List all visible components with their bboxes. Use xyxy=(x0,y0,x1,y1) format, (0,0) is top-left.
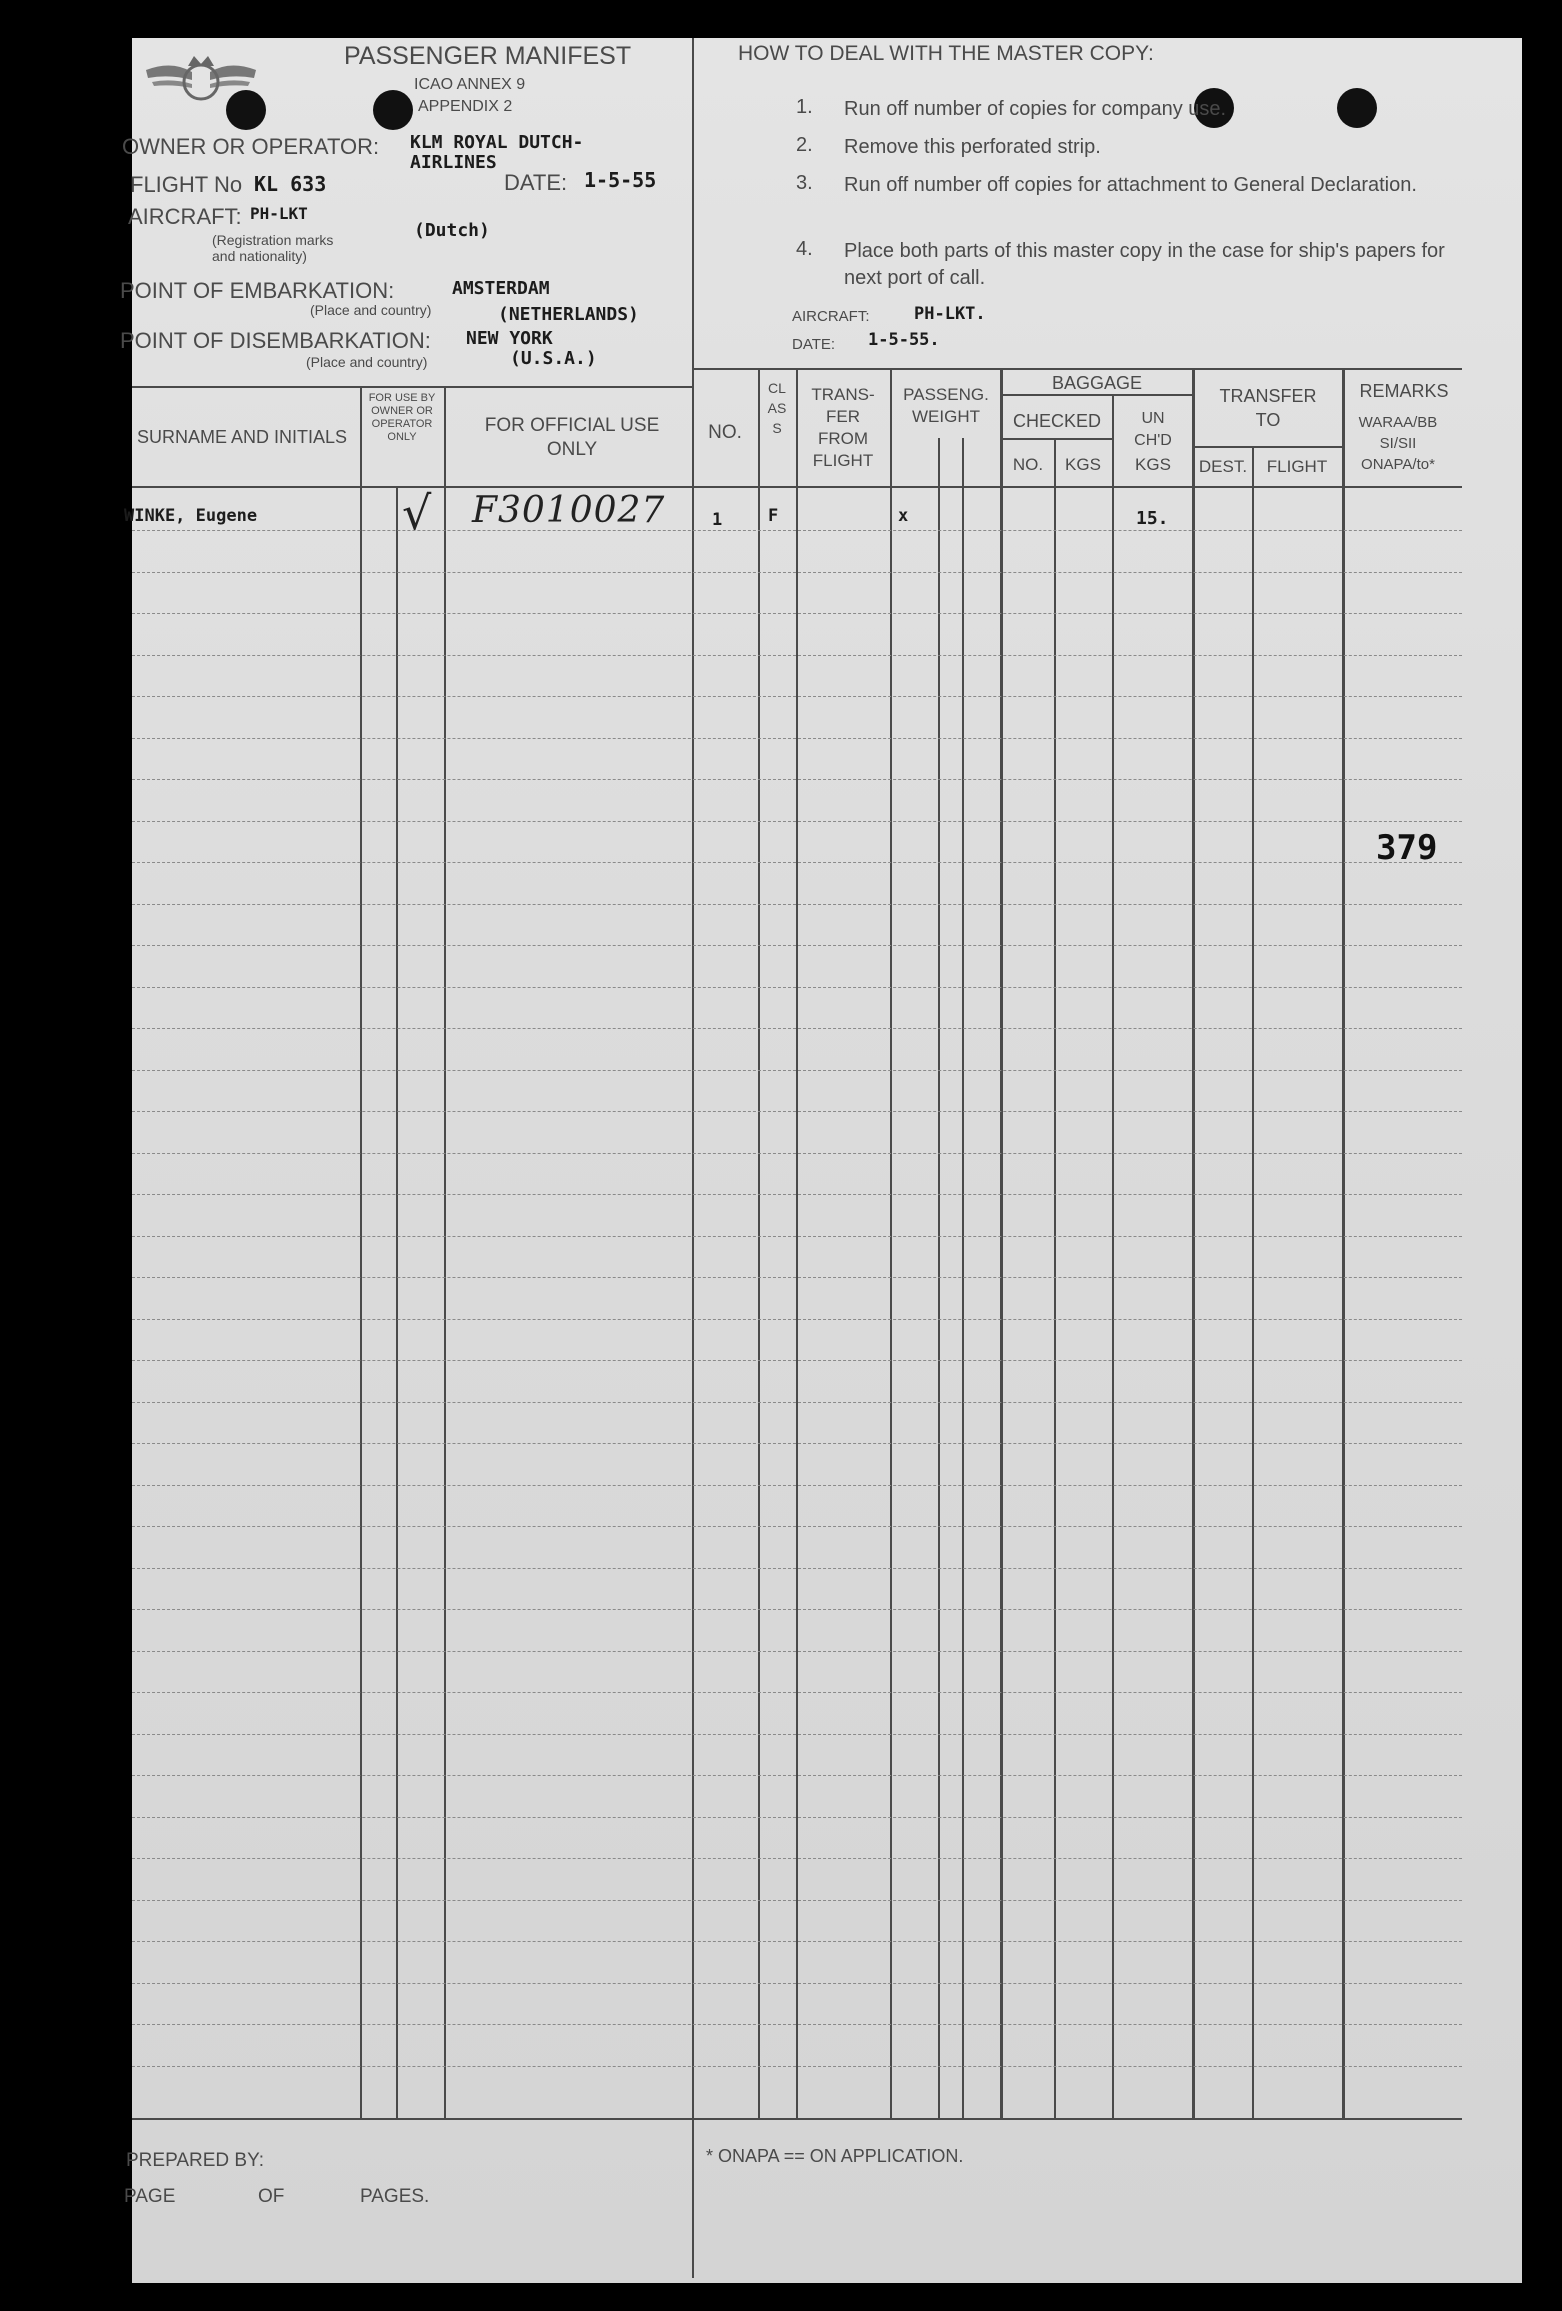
master-copy-heading: HOW TO DEAL WITH THE MASTER COPY: xyxy=(738,42,1154,65)
col-remarks-codes: WARAA/BB SI/SII ONAPA/to* xyxy=(1358,414,1438,473)
col-owner-use: FOR USE BY OWNER OR OPERATOR ONLY xyxy=(368,392,436,443)
embarkation-country: (NETHERLANDS) xyxy=(498,304,639,325)
table-row-line xyxy=(132,613,1462,614)
table-row-line xyxy=(132,655,1462,656)
master-date-label: DATE: xyxy=(792,336,836,353)
master-aircraft-label: AIRCRAFT: xyxy=(792,308,870,325)
date-value: 1-5-55 xyxy=(584,168,657,192)
table-row-line xyxy=(132,945,1462,946)
owner-label: OWNER OR OPERATOR: xyxy=(122,134,380,159)
col-checked: CHECKED xyxy=(1012,411,1101,431)
aircraft-label: AIRCRAFT: xyxy=(128,204,242,229)
table-row-line xyxy=(132,1692,1462,1693)
prepared-by: PREPARED BY: xyxy=(126,2150,264,2171)
of-label: OF xyxy=(258,2186,285,2207)
col-surname: SURNAME AND INITIALS xyxy=(136,427,348,447)
header-divider xyxy=(692,38,694,2278)
icao-annex: ICAO ANNEX 9 xyxy=(414,76,526,93)
onapa-note: * ONAPA == ON APPLICATION. xyxy=(706,2146,964,2166)
table-row-line xyxy=(132,1319,1462,1320)
passenger-class: F xyxy=(768,506,779,526)
table-row-line xyxy=(132,1111,1462,1112)
appendix: APPENDIX 2 xyxy=(418,98,513,115)
col-class: CLASS xyxy=(767,380,787,436)
table-row-line xyxy=(132,2066,1462,2067)
passenger-surname: WINKE, Eugene xyxy=(124,506,258,526)
table-row-line xyxy=(132,779,1462,780)
flight-value: KL 633 xyxy=(254,172,327,196)
col-unchd: UN CH'D xyxy=(1134,410,1172,449)
table-row-line xyxy=(132,2024,1462,2025)
disembarkation-country: (U.S.A.) xyxy=(510,348,597,369)
col-line xyxy=(1000,368,1003,2118)
embarkation-label: POINT OF EMBARKATION: xyxy=(120,278,395,303)
col-bag-kgs: KGS xyxy=(1065,455,1101,474)
punch-hole xyxy=(373,90,413,130)
official-number: F3010027 xyxy=(472,490,666,531)
table-row-line xyxy=(132,1775,1462,1776)
table-row-line xyxy=(132,1526,1462,1527)
col-line xyxy=(938,438,940,2118)
col-baggage: BAGGAGE xyxy=(1051,373,1143,393)
col-weight: PASSENG. WEIGHT xyxy=(903,385,989,426)
transfer-sub-line xyxy=(1194,446,1342,448)
table-row-line xyxy=(132,1194,1462,1195)
embarkation-city: AMSTERDAM xyxy=(452,278,550,299)
manifest-sheet: PASSENGER MANIFEST ICAO ANNEX 9 APPENDIX 2 OWNER OR OPERATOR: KLM ROYAL DUTCH- AIRLINES FLIGHT No KL 633 DATE: 1-5-55 AIRCRAFT: PH-LKT (Registration marks and nationality) (Dutch) POINT OF EMBARKATION: AMSTERDAM (Place and country) (NETHERLANDS) POINT OF DISEMBARKATION: NEW YORK (Place and country) (U.S.A.) HOW TO DEAL WITH THE MASTER COPY: 1. Run off number of copies for company use. 2. Remove this perforated strip. 3. Run off number off copies for attachment to General Declaration. 4. Place both parts of this master copy in the case for ship's papers for next port of call. AIRCRAFT: PH-LKT. DATE: 1-5-55. SURNAME AND INITIALS FOR USE BY OWNER OR OPERATOR ONLY FOR OFFICIAL USE ONLY NO. CLASS TRANS-FER FROM FLIGHT PASSENG. WEIGHT BAGGAGE CHECKED UN CH'D NO. KGS KGS TRANSFER TO DEST. FLIGHT REMARKS WARAA/BB SI/SII ONAPA/to* WINKE, Eugene √ F3010027 1 F x 15. 379 PREPARED BY: PAGE OF PAGES. * ONAPA == ON APPLICATION. xyxy=(132,38,1522,2283)
registration-note-1: (Registration marks xyxy=(212,232,334,248)
table-row-line xyxy=(132,696,1462,697)
weight-mark: x xyxy=(898,506,909,526)
embarkation-note: (Place and country) xyxy=(310,302,432,318)
col-no: NO. xyxy=(708,422,742,443)
baggage-sub-line xyxy=(1002,394,1192,396)
table-row-line xyxy=(132,1236,1462,1237)
table-row-line xyxy=(132,1983,1462,1984)
disembarkation-city: NEW YORK xyxy=(466,328,553,349)
col-unchd-kgs: KGS xyxy=(1135,455,1171,474)
table-row-line xyxy=(132,530,1462,531)
flight-label: FLIGHT No xyxy=(130,172,243,197)
stamp-number: 379 xyxy=(1376,828,1438,868)
col-official: FOR OFFICIAL USE ONLY xyxy=(484,415,660,460)
col-line xyxy=(796,368,798,2118)
table-row-line xyxy=(132,1360,1462,1361)
col-flight: FLIGHT xyxy=(1266,457,1328,476)
col-transfer-to: TRANSFER TO xyxy=(1219,386,1317,430)
passenger-no: 1 xyxy=(712,510,723,530)
table-bottom-border xyxy=(132,2118,1462,2120)
table-row-line xyxy=(132,1028,1462,1029)
date-label: DATE: xyxy=(504,170,568,195)
master-aircraft-value: PH-LKT. xyxy=(914,304,986,324)
owner-value-line2: AIRLINES xyxy=(410,152,497,173)
col-line xyxy=(396,486,398,2118)
table-row-line xyxy=(132,1277,1462,1278)
table-row-line xyxy=(132,1941,1462,1942)
table-row-line xyxy=(132,862,1462,863)
owner-value-line1: KLM ROYAL DUTCH- xyxy=(410,132,584,153)
col-dest: DEST. xyxy=(1198,457,1248,476)
col-transfer-from: TRANS-FER FROM FLIGHT xyxy=(811,385,875,470)
col-line xyxy=(1112,394,1114,2118)
table-row-line xyxy=(132,1734,1462,1735)
nationality-value: (Dutch) xyxy=(414,220,490,241)
table-top-border-left xyxy=(132,386,692,388)
table-row-line xyxy=(132,738,1462,739)
klm-logo-icon xyxy=(142,46,260,114)
table-row-line xyxy=(132,1070,1462,1071)
form-title: PASSENGER MANIFEST xyxy=(344,42,632,70)
col-line xyxy=(1192,368,1195,2118)
table-top-border xyxy=(692,368,1462,370)
table-row-line xyxy=(132,904,1462,905)
col-line xyxy=(1342,368,1345,2118)
table-row-line xyxy=(132,1153,1462,1154)
col-line xyxy=(1054,438,1056,2118)
table-row-line xyxy=(132,1443,1462,1444)
col-line xyxy=(758,368,760,2118)
table-row-line xyxy=(132,1651,1462,1652)
table-row-line xyxy=(132,1900,1462,1901)
table-row-line xyxy=(132,987,1462,988)
pages-label: PAGES. xyxy=(360,2186,430,2207)
disembarkation-note: (Place and country) xyxy=(306,354,428,370)
table-row-line xyxy=(132,1402,1462,1403)
table-row-line xyxy=(132,1858,1462,1859)
col-line xyxy=(890,368,892,2118)
table-row-line xyxy=(132,1609,1462,1610)
table-row-line xyxy=(132,1568,1462,1569)
table-row-line xyxy=(132,1817,1462,1818)
page-label: PAGE xyxy=(124,2186,176,2207)
master-date-value: 1-5-55. xyxy=(868,330,940,350)
unchd-kgs-value: 15. xyxy=(1136,508,1169,529)
table-row-line xyxy=(132,572,1462,573)
col-remarks: REMARKS xyxy=(1359,381,1449,401)
disembarkation-label: POINT OF DISEMBARKATION: xyxy=(120,328,431,353)
checked-sub-line xyxy=(1002,438,1112,440)
col-bag-no: NO. xyxy=(1012,455,1044,474)
aircraft-value: PH-LKT xyxy=(250,204,308,223)
table-row-line xyxy=(132,1485,1462,1486)
owner-check-mark: √ xyxy=(402,486,432,540)
table-row-line xyxy=(132,821,1462,822)
col-line xyxy=(962,438,964,2118)
registration-note-2: and nationality) xyxy=(212,248,307,264)
